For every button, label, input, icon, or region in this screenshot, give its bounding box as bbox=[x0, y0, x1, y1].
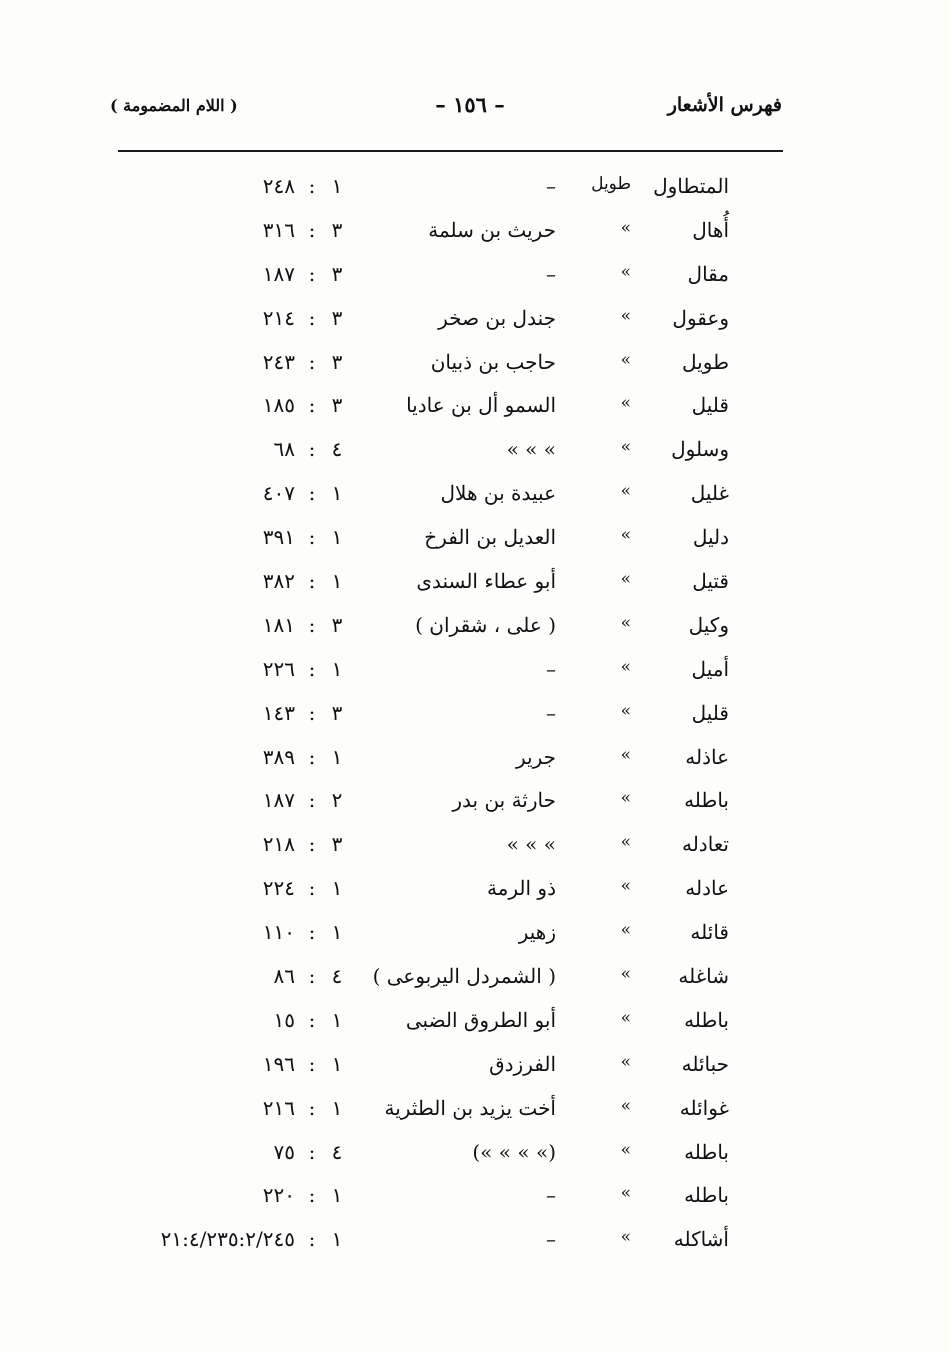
volume-number: ١ bbox=[331, 525, 343, 550]
poet-name: ( على ، شقران ) bbox=[415, 612, 556, 637]
rhyme-word: عادله bbox=[685, 876, 729, 901]
separator-colon: : bbox=[308, 1095, 316, 1120]
volume-number: ١ bbox=[331, 744, 343, 769]
separator-colon: : bbox=[308, 569, 316, 594]
index-entry-row bbox=[0, 1134, 949, 1178]
rhyme-word: وسلول bbox=[671, 437, 729, 462]
index-entry-row bbox=[0, 212, 949, 256]
poet-name: » » » bbox=[506, 437, 556, 462]
rhyme-word: غليل bbox=[690, 481, 729, 506]
page-reference: ٣٩١ bbox=[262, 525, 295, 550]
volume-number: ٤ bbox=[331, 964, 343, 989]
page-reference: ٢٢٠ bbox=[262, 1183, 295, 1208]
rhyme-word: تعادله bbox=[681, 832, 729, 857]
volume-number: ٤ bbox=[331, 1139, 343, 1164]
rhyme-word: مقال bbox=[687, 261, 729, 286]
separator-colon: : bbox=[308, 349, 316, 374]
index-entry-row bbox=[0, 168, 949, 212]
index-title: فهرس الأشعار bbox=[667, 94, 782, 116]
page-reference: ٢١:٤/٢٣٥:٢/٢٤٥ bbox=[160, 1227, 295, 1252]
rhyme-word: باطله bbox=[684, 1183, 729, 1208]
meter-name: » bbox=[620, 700, 631, 721]
index-entry-row bbox=[0, 1221, 949, 1265]
poet-name: » » » bbox=[506, 832, 556, 857]
poet-name: – bbox=[546, 1183, 556, 1208]
rhyme-word: شاغله bbox=[678, 964, 729, 989]
volume-number: ٣ bbox=[331, 349, 343, 374]
index-entry-row bbox=[0, 256, 949, 300]
rhyme-word: وكيل bbox=[688, 612, 729, 637]
rhyme-word: حبائله bbox=[681, 1051, 729, 1076]
index-entry-row bbox=[0, 739, 949, 783]
meter-name: » bbox=[620, 217, 631, 238]
volume-number: ١ bbox=[331, 1007, 343, 1032]
page-reference: ١٨٥ bbox=[262, 393, 295, 418]
poet-name: الفرزدق bbox=[489, 1051, 556, 1076]
index-entry-row bbox=[0, 651, 949, 695]
meter-name: » bbox=[620, 1183, 631, 1204]
volume-number: ١ bbox=[331, 481, 343, 506]
meter-name: » bbox=[620, 656, 631, 677]
index-entries bbox=[0, 168, 949, 1265]
rhyme-word: قليل bbox=[691, 393, 729, 418]
page-reference: ٢٤٣ bbox=[262, 349, 295, 374]
separator-colon: : bbox=[308, 920, 316, 945]
poet-name: أخت يزيد بن الطثرية bbox=[384, 1095, 556, 1120]
separator-colon: : bbox=[308, 612, 316, 637]
rhyme-word: قليل bbox=[691, 700, 729, 725]
meter-name: » bbox=[620, 569, 631, 590]
index-entry-row bbox=[0, 1090, 949, 1134]
meter-name: » bbox=[620, 920, 631, 941]
meter-name: » bbox=[620, 437, 631, 458]
page-reference: ٢١٨ bbox=[262, 832, 295, 857]
rhyme-word: المتطاول bbox=[653, 174, 729, 198]
separator-colon: : bbox=[308, 656, 316, 681]
page-reference: ١٨١ bbox=[262, 612, 295, 637]
page-reference: ٢١٦ bbox=[262, 1095, 295, 1120]
rhyme-word: أُهال bbox=[692, 217, 729, 242]
page-reference: ٣١٦ bbox=[262, 217, 295, 242]
poet-name: حارثة بن بدر bbox=[452, 788, 556, 813]
page-reference: ٦٨ bbox=[273, 437, 295, 462]
index-entry-row bbox=[0, 475, 949, 519]
separator-colon: : bbox=[308, 481, 316, 506]
poet-name: حريث بن سلمة bbox=[428, 217, 556, 242]
poet-name: أبو الطروق الضبى bbox=[405, 1007, 556, 1032]
separator-colon: : bbox=[308, 964, 316, 989]
page-reference: ١١٠ bbox=[262, 920, 295, 945]
separator-colon: : bbox=[308, 1051, 316, 1076]
separator-colon: : bbox=[308, 788, 316, 813]
volume-number: ٣ bbox=[331, 261, 343, 286]
meter-name: طويل bbox=[591, 174, 631, 194]
rhyme-word: طويل bbox=[682, 349, 729, 374]
separator-colon: : bbox=[308, 393, 316, 418]
volume-number: ٣ bbox=[331, 700, 343, 725]
separator-colon: : bbox=[308, 261, 316, 286]
separator-colon: : bbox=[308, 174, 316, 198]
section-title: ( اللام المضمومة ) bbox=[110, 96, 238, 115]
index-entry-row bbox=[0, 870, 949, 914]
poet-name: – bbox=[546, 700, 556, 725]
separator-colon: : bbox=[308, 305, 316, 330]
meter-name: » bbox=[620, 788, 631, 809]
poet-name: حاجب بن ذبيان bbox=[430, 349, 556, 374]
volume-number: ٤ bbox=[331, 437, 343, 462]
meter-name: » bbox=[620, 1139, 631, 1160]
page-reference: ٢١٤ bbox=[262, 305, 295, 330]
poet-name: (» » » ») bbox=[472, 1139, 556, 1164]
meter-name: » bbox=[620, 612, 631, 633]
rhyme-word: عاذله bbox=[685, 744, 729, 769]
poet-name: – bbox=[546, 656, 556, 681]
meter-name: » bbox=[620, 393, 631, 414]
rhyme-word: باطله bbox=[684, 788, 729, 813]
page-reference: ١٨٧ bbox=[262, 788, 295, 813]
index-entry-row bbox=[0, 519, 949, 563]
index-entry-row bbox=[0, 387, 949, 431]
index-entry-row bbox=[0, 914, 949, 958]
index-entry-row bbox=[0, 344, 949, 388]
page-number: – ١٥٦ – bbox=[435, 92, 505, 117]
volume-number: ٣ bbox=[331, 832, 343, 857]
page-reference: ١٩٦ bbox=[262, 1051, 295, 1076]
poet-name: جندل بن صخر bbox=[438, 305, 556, 330]
meter-name: » bbox=[620, 1007, 631, 1028]
separator-colon: : bbox=[308, 1139, 316, 1164]
page-reference: ٣٨٩ bbox=[262, 744, 295, 769]
poet-name: – bbox=[546, 174, 556, 198]
volume-number: ١ bbox=[331, 1095, 343, 1120]
page-reference: ٤٠٧ bbox=[262, 481, 295, 506]
index-entry-row bbox=[0, 958, 949, 1002]
meter-name: » bbox=[620, 1095, 631, 1116]
separator-colon: : bbox=[308, 744, 316, 769]
meter-name: » bbox=[620, 305, 631, 326]
separator-colon: : bbox=[308, 525, 316, 550]
poet-name: العديل بن الفرخ bbox=[424, 525, 556, 550]
poet-name: أبو عطاء السندى bbox=[416, 569, 556, 594]
poet-name: جرير bbox=[516, 744, 556, 769]
poet-name: عبيدة بن هلال bbox=[440, 481, 556, 506]
rhyme-word: وعقول bbox=[672, 305, 729, 330]
page-reference: ٣٨٢ bbox=[262, 569, 295, 594]
page-reference: ١٥ bbox=[273, 1007, 295, 1032]
separator-colon: : bbox=[308, 1227, 316, 1252]
rhyme-word: باطله bbox=[684, 1139, 729, 1164]
rhyme-word: دليل bbox=[692, 525, 729, 550]
separator-colon: : bbox=[308, 876, 316, 901]
index-entry-row bbox=[0, 563, 949, 607]
meter-name: » bbox=[620, 744, 631, 765]
volume-number: ١ bbox=[331, 1051, 343, 1076]
rhyme-word: غوائله bbox=[679, 1095, 729, 1120]
meter-name: » bbox=[620, 964, 631, 985]
separator-colon: : bbox=[308, 832, 316, 857]
index-entry-row bbox=[0, 607, 949, 651]
volume-number: ١ bbox=[331, 1183, 343, 1208]
meter-name: » bbox=[620, 261, 631, 282]
volume-number: ٢ bbox=[331, 788, 343, 813]
index-entry-row bbox=[0, 1177, 949, 1221]
volume-number: ٣ bbox=[331, 305, 343, 330]
volume-number: ٣ bbox=[331, 217, 343, 242]
poet-name: – bbox=[546, 261, 556, 286]
rhyme-word: أميل bbox=[691, 656, 729, 681]
meter-name: » bbox=[620, 349, 631, 370]
separator-colon: : bbox=[308, 437, 316, 462]
volume-number: ١ bbox=[331, 656, 343, 681]
separator-colon: : bbox=[308, 217, 316, 242]
separator-colon: : bbox=[308, 700, 316, 725]
separator-colon: : bbox=[308, 1007, 316, 1032]
volume-number: ١ bbox=[331, 876, 343, 901]
meter-name: » bbox=[620, 876, 631, 897]
page-reference: ٧٥ bbox=[273, 1139, 295, 1164]
index-entry-row bbox=[0, 1002, 949, 1046]
index-entry-row bbox=[0, 695, 949, 739]
meter-name: » bbox=[620, 1051, 631, 1072]
page-reference: ٢٢٦ bbox=[262, 656, 295, 681]
rhyme-word: باطله bbox=[684, 1007, 729, 1032]
volume-number: ١ bbox=[331, 174, 343, 198]
index-entry-row bbox=[0, 431, 949, 475]
rhyme-word: قائله bbox=[690, 920, 729, 945]
page-reference: ٨٦ bbox=[273, 964, 295, 989]
poet-name: – bbox=[546, 1227, 556, 1252]
separator-colon: : bbox=[308, 1183, 316, 1208]
meter-name: » bbox=[620, 832, 631, 853]
poet-name: ( الشمردل اليربوعى ) bbox=[372, 964, 556, 989]
volume-number: ٣ bbox=[331, 393, 343, 418]
volume-number: ١ bbox=[331, 1227, 343, 1252]
index-entry-row bbox=[0, 782, 949, 826]
poet-name: زهير bbox=[518, 920, 556, 945]
volume-number: ٣ bbox=[331, 612, 343, 637]
rhyme-word: قتيل bbox=[692, 569, 729, 594]
rhyme-word: أشاكله bbox=[673, 1227, 729, 1252]
volume-number: ١ bbox=[331, 569, 343, 594]
poet-name: ذو الرمة bbox=[486, 876, 556, 901]
page-reference: ١٨٧ bbox=[262, 261, 295, 286]
page-reference: ٢٤٨ bbox=[262, 174, 295, 198]
volume-number: ١ bbox=[331, 920, 343, 945]
meter-name: » bbox=[620, 481, 631, 502]
page-header bbox=[110, 88, 790, 128]
poet-name: السمو أل بن عاديا bbox=[406, 393, 556, 418]
meter-name: » bbox=[620, 525, 631, 546]
index-entry-row bbox=[0, 300, 949, 344]
page-reference: ١٤٣ bbox=[262, 700, 295, 725]
page-reference: ٢٢٤ bbox=[262, 876, 295, 901]
header-rule bbox=[118, 150, 783, 152]
index-entry-row bbox=[0, 826, 949, 870]
meter-name: » bbox=[620, 1227, 631, 1248]
index-entry-row bbox=[0, 1046, 949, 1090]
